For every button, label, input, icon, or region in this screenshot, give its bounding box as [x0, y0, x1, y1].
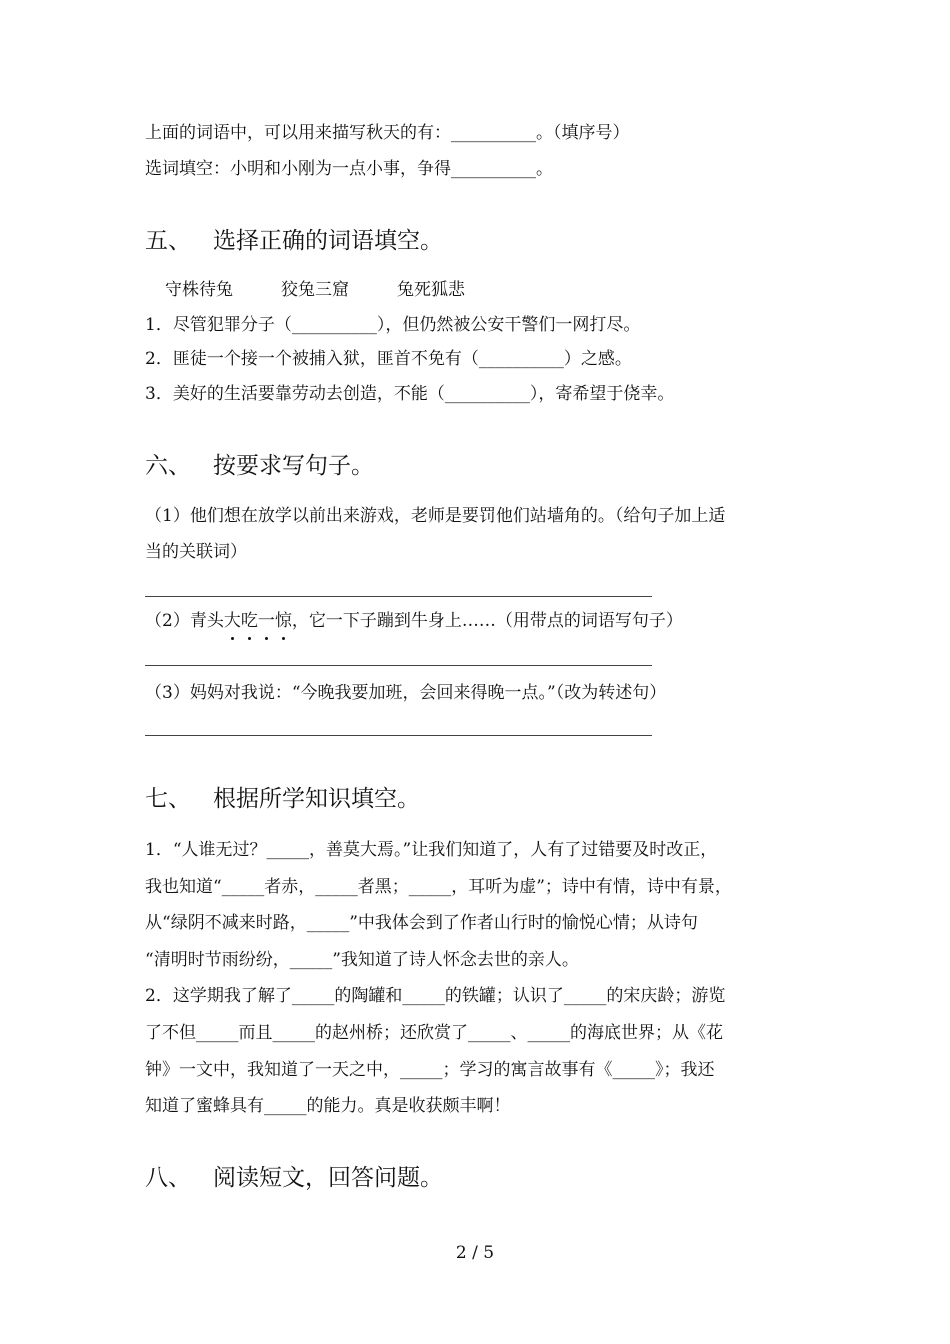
dotted-word-text: 大吃一惊: [223, 611, 292, 631]
section-7-line: 我也知道“_____者赤，_____者黑；_____，耳听为虚”；诗中有情，诗中有景，: [145, 877, 732, 897]
section-7-number: 七、: [145, 786, 191, 812]
section-8-number: 八、: [145, 1165, 191, 1191]
section-6-title: 按要求写句子。: [213, 453, 374, 479]
word-bank-item: 狡兔三窟: [281, 280, 349, 300]
section-6-number: 六、: [145, 453, 191, 479]
answer-line-1: [145, 596, 652, 597]
section-8-title: 阅读短文，回答问题。: [213, 1165, 443, 1191]
section-8-heading: [145, 1163, 443, 1193]
question-1-line-2: 当的关联词）: [145, 542, 247, 562]
section-7-line: 从“绿阴不减来时路，_____”中我体会到了作者山行时的愉悦心情；从诗句: [145, 913, 698, 933]
question-1-line-1: （1）他们想在放学以前出来游戏，老师是要罚他们站墙角的。（给句子加上适: [145, 506, 726, 526]
section-5-item-1: 1．尽管犯罪分子（__________），但仍然被公安干警们一网打尽。: [145, 315, 641, 335]
word-bank-item: 兔死狐悲: [397, 280, 465, 300]
word-bank: [165, 278, 513, 302]
section-5-item-3: 3．美好的生活要靠劳动去创造，不能（__________），寄希望于侥幸。: [145, 384, 675, 404]
word-bank-item: 守株待兔: [165, 280, 233, 300]
section-5-heading: [145, 226, 443, 256]
question-2-suffix: ，它一下子蹦到牛身上……（用带点的词语写句子）: [291, 611, 683, 631]
section-7-line: 1．“人谁无过？_____，善莫大焉。”让我们知道了，人有了过错要及时改正，: [145, 840, 718, 860]
section-7-title: 根据所学知识填空。: [213, 786, 420, 812]
section-7-line: 2．这学期我了解了_____的陶罐和_____的铁罐；认识了_____的宋庆龄；游览: [145, 986, 726, 1006]
intro-line-1: 上面的词语中，可以用来描写秋天的有：__________。（填序号）: [145, 123, 630, 143]
section-5-title: 选择正确的词语填空。: [213, 228, 443, 254]
section-6-heading: [145, 451, 374, 481]
section-5-number: 五、: [145, 228, 191, 254]
section-7-heading: [145, 784, 420, 814]
answer-line-2: [145, 665, 652, 666]
intro-line-2: 选词填空：小明和小刚为一点小事，争得__________。: [145, 159, 553, 179]
question-3: （3）妈妈对我说：“今晚我要加班，会回来得晚一点。”（改为转述句）: [145, 683, 667, 703]
page-number: 2 / 5: [455, 1243, 495, 1263]
section-7-line: 知道了蜜蜂具有_____的能力。真是收获颇丰啊！: [145, 1096, 511, 1116]
section-7-line: 了不但_____而且_____的赵州桥；还欣赏了_____、_____的海底世界；从《花: [145, 1023, 723, 1043]
section-5-item-2: 2．匪徒一个接一个被捕入狱，匪首不免有（__________）之感。: [145, 349, 632, 369]
answer-line-3: [145, 735, 652, 736]
dotted-word: [224, 609, 292, 633]
section-7-line: 钟》一文中，我知道了一天之中，_____；学习的寓言故事有《_____》；我还: [145, 1060, 715, 1080]
section-7-line: “清明时节雨纷纷，_____”我知道了诗人怀念去世的亲人。: [145, 950, 579, 970]
question-2: [145, 609, 683, 633]
question-2-prefix: （2）青头: [145, 611, 224, 631]
